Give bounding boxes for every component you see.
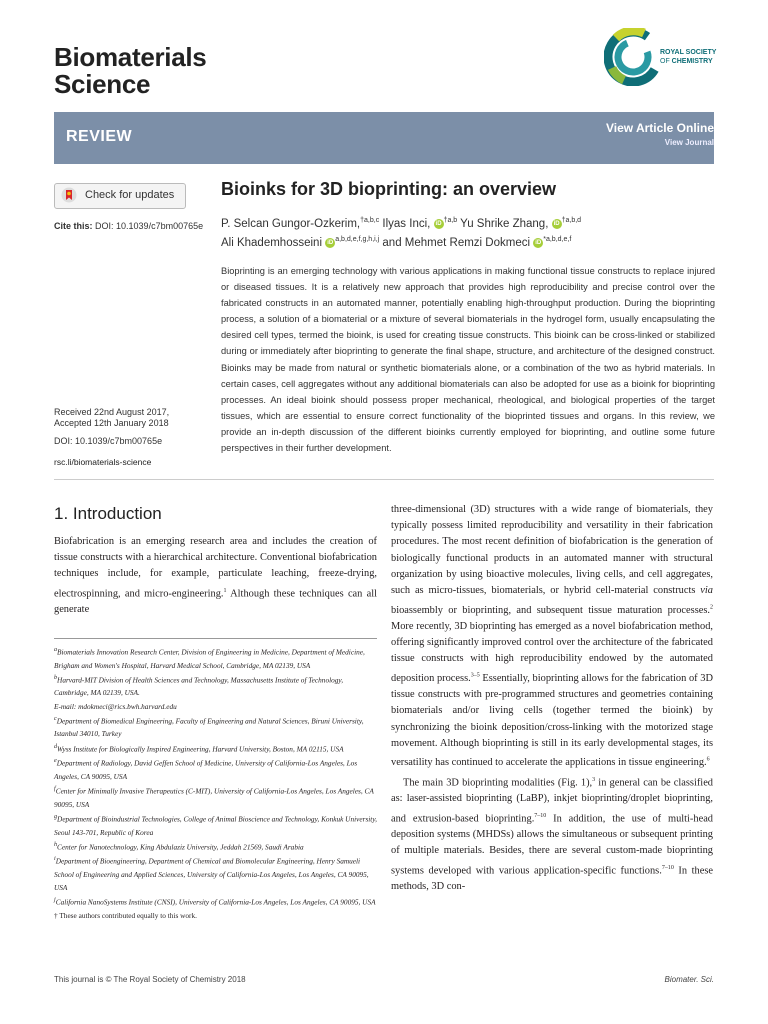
article-title: Bioinks for 3D bioprinting: an overview <box>221 179 557 199</box>
abstract: Bioprinting is an emerging technology with various applications in making functional tissue constructs to replace injured or diseased tissues. It is a relatively new approach that provides high reproducibility and precise control over the fabricated constructs in an automated manner, potentially enabling high-throughput production. During the bioprinting process, a solution of a biomaterial or a mixture of several biomaterials in the hydrogel form, usually encapsulating the desired cell types, termed the bioink, is used for creating tissue constructs. This bioink can be cross-linked or stabilized during or immediately after bioprinting to generate the final shape, structure, and architecture of the designed construct. Bioinks may be made from natural or synthetic biomaterials alone, or a combination of the two as hybrid materials. In certain cases, cell aggregates without any additional biomaterials can also be adopted for use as a bioink for bioprinting processes. An ideal bioink should possess proper mechanical, rheological, and biological properties of the target tissues, which are essential to ensure correct functionality of the bioprinted tissues and organs. In this review, we provide an in-depth discussion of the different bioinks currently employed for bioprinting, and outline some future perspectives in their further development. <box>221 266 715 454</box>
author-5[interactable]: and Mehmet Remzi Dokmeci iD $^{*a,b,d,e,f}$ <box>382 235 572 249</box>
affiliation-g: $^g$Department of Bioindustrial Technologies, College of Animal Bioscience and Technology, Konkuk University, Seoul 143-701, Republic of Korea <box>54 813 377 837</box>
orcid-icon[interactable]: iD <box>535 239 542 246</box>
journal-link[interactable]: rsc.li/biomaterials-science <box>54 457 152 467</box>
right-paragraph-2: The main 3D bioprinting modalities (Fig. 1),$^3$ in general can be classified as: laser-assisted bioprinting (LaBP), inkjet bioprinting/droplet bioprinting, and extrusion-based bioprinting.$^{7-10}$ In addition, the use of multi-head deposition systems (MHDSs) allows the simultaneous or subsequent printing of multiple materials. Besides, there are several custom-made bioprinting systems developed with various application-specific functions.$^{7-10}$ In these methods, 3D con- <box>391 776 714 893</box>
orcid-icon[interactable]: iD <box>327 239 334 246</box>
affiliation-i: $^i$Department of Bioengineering, Department of Chemical and Biomolecular Engineering, Henry Samueli School of Engineering and Applied Sciences, University of California-Los Angeles, Los Angeles, CA 90095, USA <box>54 856 369 893</box>
equal-contribution-note: † These authors contributed equally to this work. <box>54 911 197 921</box>
bookmark-update-icon <box>61 187 77 203</box>
rsc-logo-icon <box>604 28 724 86</box>
author-2[interactable]: Ilyas Inci, iD $^{\dagger a,b}$ <box>382 217 458 230</box>
affiliation-j: $^j$California NanoSystems Institute (CNSI), University of California-Los Angeles, Los Angeles, CA 90095, USA <box>54 897 376 907</box>
accepted-date: Accepted 12th January 2018 <box>54 418 169 428</box>
affiliation-a: $^a$Biomaterials Innovation Research Center, Division of Engineering in Medicine, Department of Medicine, Brigham and Women's Hospital, Harvard Medical School, Cambridge, MA 02139, USA <box>54 647 365 670</box>
footnote-divider <box>54 638 377 639</box>
cite-this <box>54 221 203 231</box>
affiliations <box>54 644 377 922</box>
ref-link[interactable]: 7–10 <box>661 864 674 871</box>
view-article-online-link[interactable]: View Article Online <box>605 121 714 135</box>
ref-link[interactable]: 1 <box>223 587 227 594</box>
intro-right-column <box>391 502 713 895</box>
view-journal-link[interactable]: View Journal <box>664 138 714 147</box>
ref-link[interactable]: 6 <box>706 756 710 763</box>
check-updates-label: Check for updates <box>85 189 175 201</box>
author-list <box>221 213 721 251</box>
cite-doi: DOI: 10.1039/c7bm00765e <box>95 221 204 231</box>
affiliation-c: $^c$Department of Biomedical Engineering, Faculty of Engineering and Natural Sciences, Biruni University, Istanbul 34010, Turkey <box>54 715 364 739</box>
svg-text:ROYAL SOCIETY: ROYAL SOCIETY <box>660 49 717 56</box>
rsc-logo[interactable] <box>604 28 724 86</box>
cite-label: Cite this: <box>54 221 93 231</box>
affiliation-b: $^b$Harvard-MIT Division of Health Sciences and Technology, Massachusetts Institute of Technology, Cambridge, MA 02139, USA. <box>54 674 344 698</box>
author-3[interactable]: Yu Shrike Zhang, iD $^{\dagger a,b,d}$ <box>460 217 582 230</box>
section-heading: 1. Introduction <box>54 504 162 523</box>
ref-link[interactable]: 3–5 <box>470 672 480 679</box>
right-paragraph-1: three-dimensional (3D) structures with a wide range of biomaterials, they typically possess limited reproducibility and versatility in their fabrication procedures. The most recent definition of biofabrication is the generation of biologically functional products in an automated manner with structural organization by using bioactive molecules, living cells, and cell aggregates, such as micro-tissues, biomaterials, or hybrid cell-material constructs via bioassembly or bioprinting, and subsequent tissue maturation processes.$^2$ More recently, 3D bioprinting has emerged as a novel biofabrication method, offering significantly improved control over the architecture of the fabricated tissue constructs with high reproducibility endowed by the automated deposition process.$^{3-5}$ Essentially, bioprinting allows for the fabrication of 3D tissue constructs with pre-programmed structures and geometries containing biomaterials and/or living cells (together termed the bioink) by synchronizing the bioink deposition/cross-linking with the motorized stage movement. Although bioprinting is still in its early developmental stages, its versatility has continued to accelerate the applications in tissue engineering.$^6$ <box>391 504 713 769</box>
orcid-icon[interactable]: iD <box>553 220 560 227</box>
intro-paragraph-left: Biofabrication is an emerging research area and includes the creation of tissue constructs with a hierarchical architecture. Conventional biofabrication techniques include, for example, particulate leaching, freeze-drying, electrospinning, and micro-engineering.$^1$ Although these techniques can all generate <box>54 536 377 616</box>
footer-journal-abbrev: Biomater. Sci. <box>664 975 714 984</box>
affiliation-e: $^e$Department of Radiology, David Geffen School of Medicine, University of California-Los Angeles, Los Angeles, CA 90095, USA <box>54 758 358 781</box>
journal-title-line2: Science <box>54 69 151 99</box>
ref-link[interactable]: 7–10 <box>534 812 547 819</box>
dates <box>54 407 169 429</box>
affiliation-f: $^f$Center for Minimally Invasive Therapeutics (C-MIT), University of California-Los Angeles, Los Angeles, CA 90095, USA <box>54 786 374 809</box>
svg-text:OF CHEMISTRY: OF CHEMISTRY <box>660 58 713 65</box>
doi: DOI: 10.1039/c7bm00765e <box>54 436 163 446</box>
orcid-icon[interactable]: iD <box>435 220 442 227</box>
affiliation-h: $^h$Center for Nanotechnology, King Abdulaziz University, Jeddah 21569, Saudi Arabia <box>54 841 304 852</box>
author-1[interactable]: P. Selcan Gungor-Ozkerim,$^{\dagger a,b,c}$ <box>221 217 380 230</box>
journal-title <box>54 44 206 98</box>
section-label: REVIEW <box>66 128 133 145</box>
ref-link[interactable]: 2 <box>710 604 713 611</box>
affiliation-d: $^d$Wyss Institute for Biologically Inspired Engineering, Harvard University, Boston, MA 02115, USA <box>54 743 344 754</box>
affiliation-email[interactable]: E-mail: mdokmeci@rics.bwh.harvard.edu <box>54 701 177 711</box>
check-for-updates-button[interactable] <box>54 183 186 209</box>
received-date: Received 22nd August 2017, <box>54 407 170 417</box>
divider <box>54 479 714 480</box>
ref-link[interactable]: 3 <box>592 776 596 783</box>
footer-copyright: This journal is © The Royal Society of Chemistry 2018 <box>54 975 246 984</box>
author-4[interactable]: Ali Khademhosseini iD $^{a,b,d,e,f,g,h,i,j}$ <box>221 235 380 249</box>
journal-title-line1: Biomaterials <box>54 42 207 72</box>
review-banner <box>54 112 714 164</box>
